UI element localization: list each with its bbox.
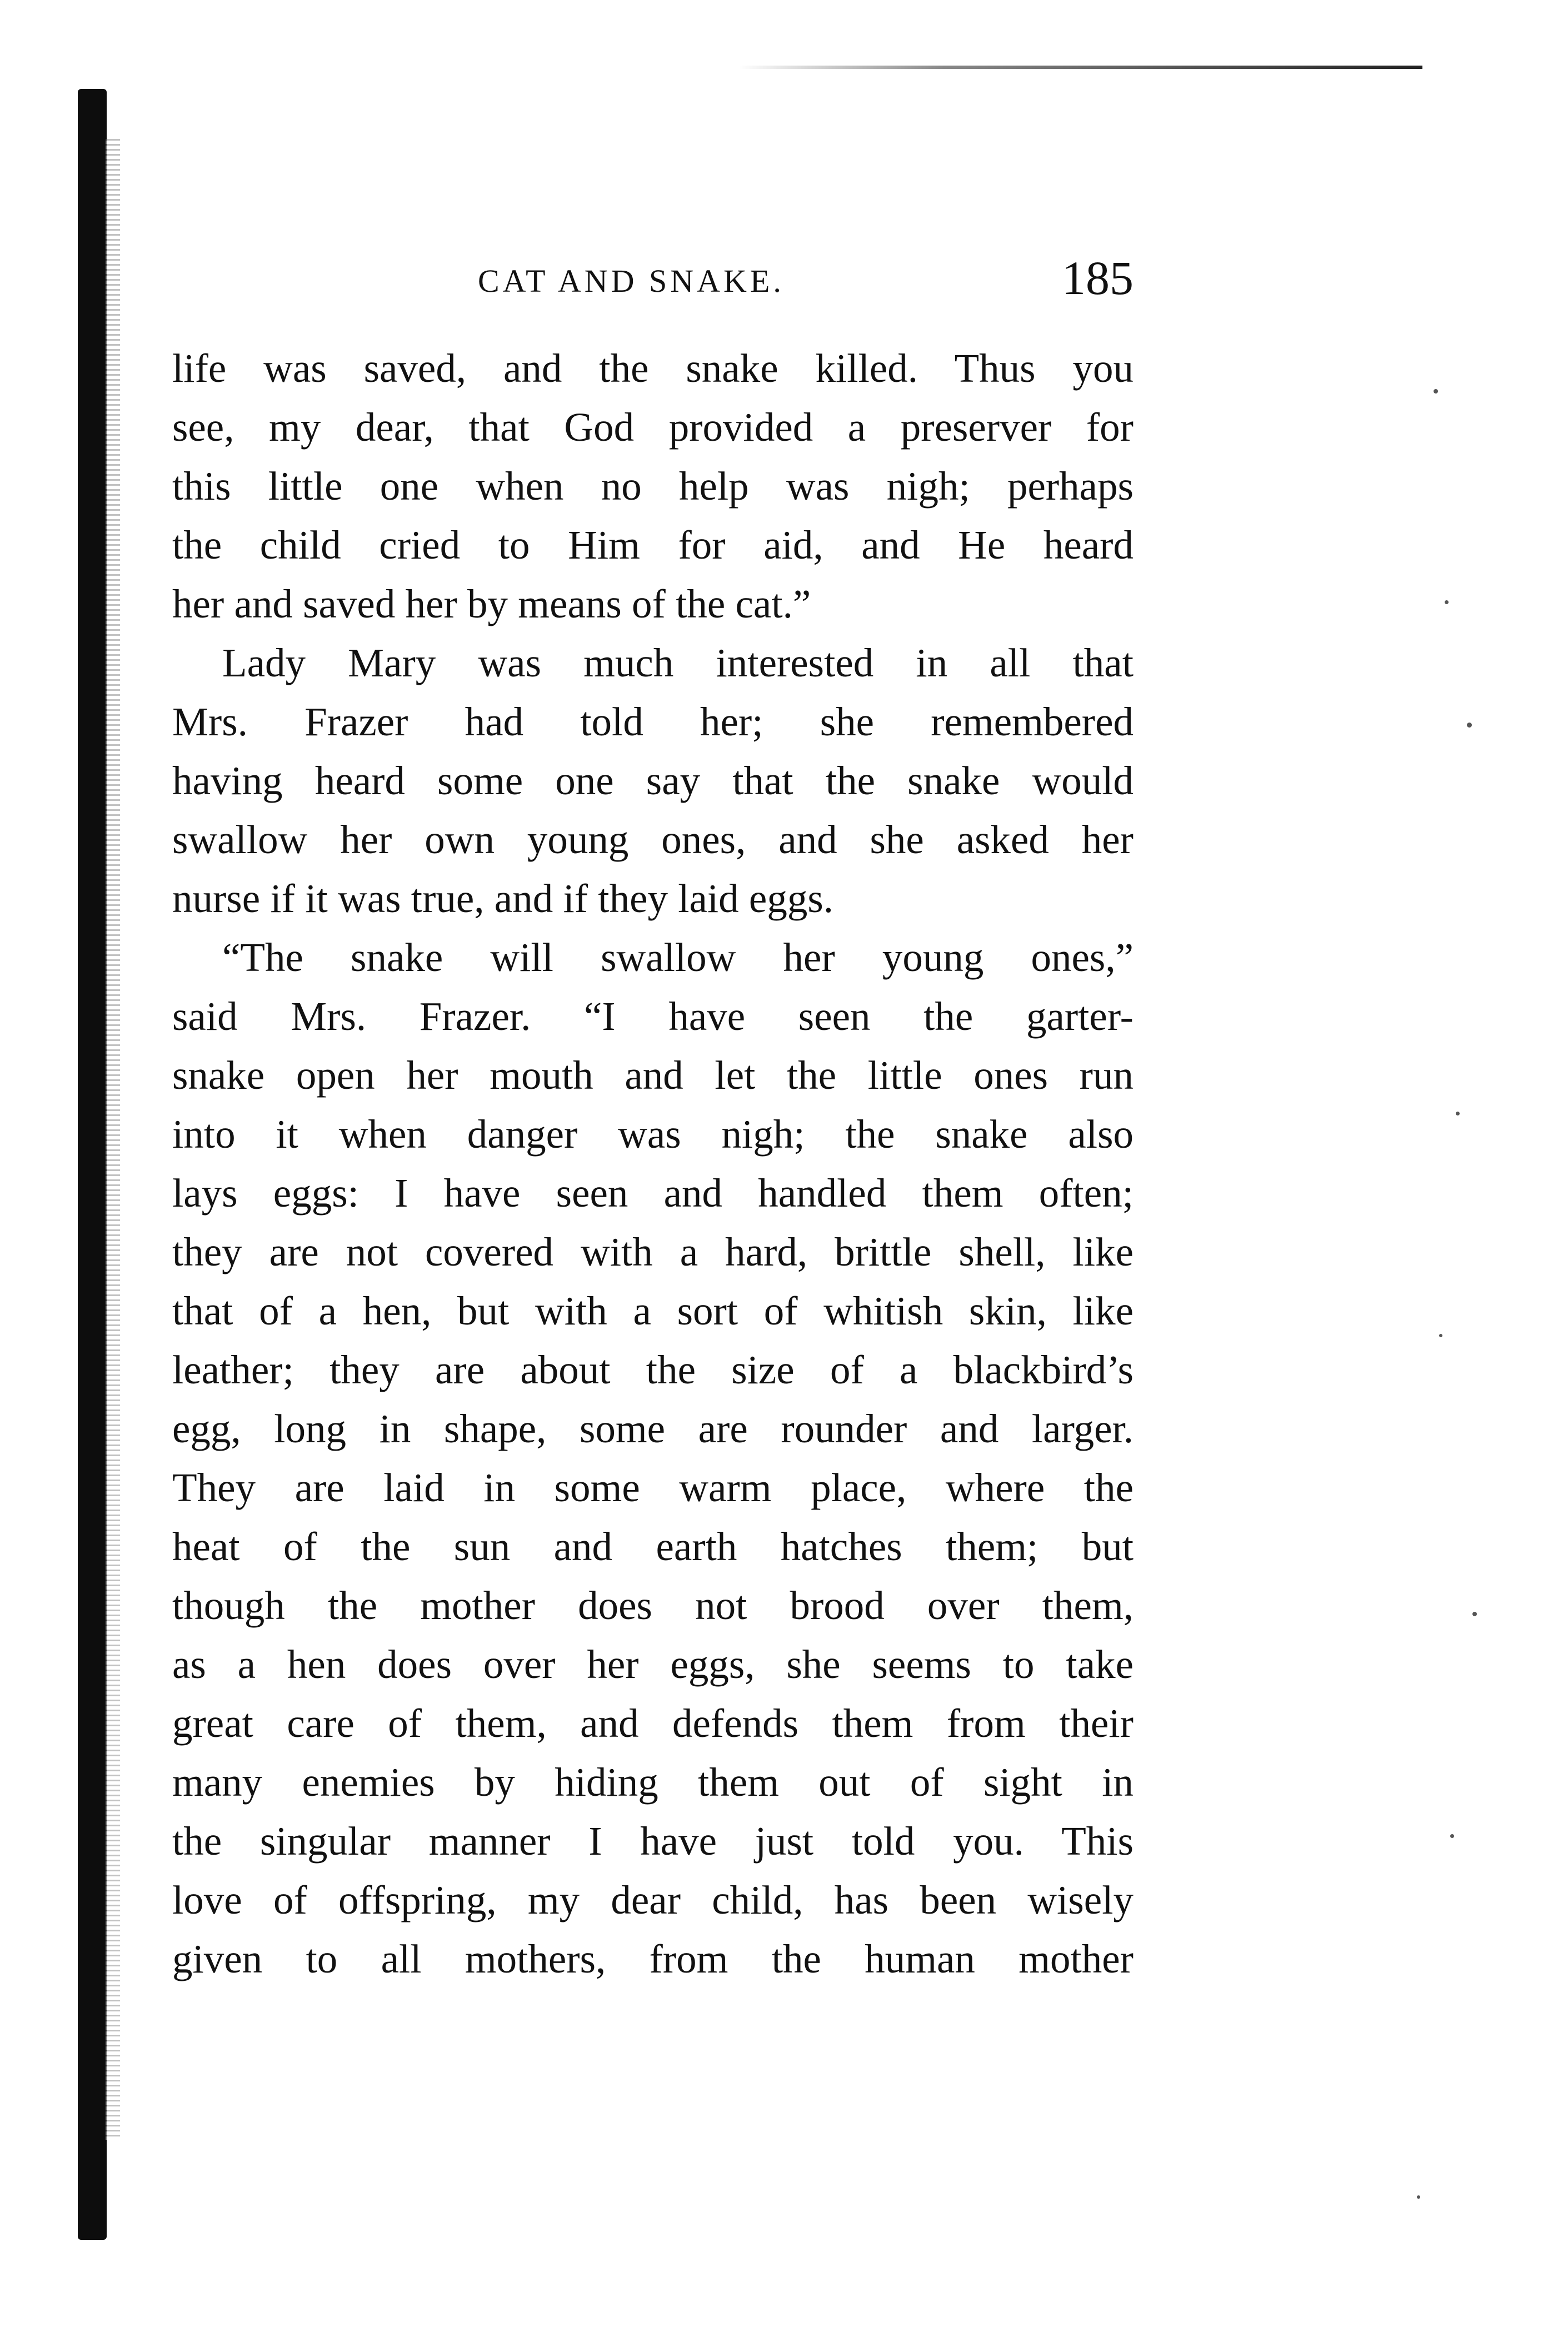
paper-speck: [1445, 600, 1449, 604]
text-line: they are not covered with a hard, brittle shell, like: [172, 1229, 1133, 1274]
page-number: 185: [1062, 251, 1133, 305]
body-text: [172, 339, 1133, 1989]
text-line: many enemies by hiding them out of sight in: [172, 1760, 1133, 1805]
paper-speck: [1417, 2195, 1420, 2199]
text-line: that of a hen, but with a sort of whitish skin, like: [172, 1288, 1133, 1333]
paper-speck: [1450, 1834, 1454, 1838]
text-line: great care of them, and defends them from their: [172, 1701, 1133, 1746]
text-line: “The snake will swallow her young ones,”: [222, 935, 1133, 980]
text-line: swallow her own young ones, and she asked her: [172, 817, 1133, 862]
text-line: They are laid in some warm place, where the: [172, 1465, 1133, 1510]
text-line: Mrs. Frazer had told her; she remembered: [172, 699, 1133, 744]
text-line: as a hen does over her eggs, she seems to take: [172, 1642, 1133, 1687]
paper-speck: [1456, 1112, 1460, 1115]
paper-speck: [1439, 1334, 1442, 1337]
gutter-edge: [106, 139, 120, 2140]
text-line: given to all mothers, from the human mother: [172, 1936, 1133, 1981]
paper-speck: [1434, 389, 1438, 394]
text-line: the child cried to Him for aid, and He heard: [172, 522, 1133, 567]
page-header: [172, 250, 1133, 317]
text-line: leather; they are about the size of a blackbird’s: [172, 1347, 1133, 1392]
text-line: having heard some one say that the snake would: [172, 758, 1133, 803]
text-line: the singular manner I have just told you. This: [172, 1819, 1133, 1864]
book-spine-shadow: [78, 89, 107, 2240]
text-line: into it when danger was nigh; the snake also: [172, 1112, 1133, 1157]
text-line: life was saved, and the snake killed. Thus you: [172, 346, 1133, 391]
text-line: Lady Mary was much interested in all that: [222, 640, 1133, 685]
running-head: CAT AND SNAKE.: [478, 263, 785, 299]
text-line: snake open her mouth and let the little ones run: [172, 1053, 1133, 1098]
text-line: love of offspring, my dear child, has been wisely: [172, 1877, 1133, 1922]
text-line: heat of the sun and earth hatches them; but: [172, 1524, 1133, 1569]
top-edge-rule: [739, 66, 1422, 69]
text-line: said Mrs. Frazer. “I have seen the garter-: [172, 994, 1133, 1039]
text-line: this little one when no help was nigh; perhaps: [172, 464, 1133, 509]
text-line: lays eggs: I have seen and handled them often;: [172, 1170, 1133, 1216]
paper-speck: [1472, 1612, 1477, 1616]
text-line: her and saved her by means of the cat.”: [172, 581, 811, 626]
text-line: though the mother does not brood over them,: [172, 1583, 1133, 1628]
text-line: egg, long in shape, some are rounder and larger.: [172, 1406, 1133, 1451]
text-line: see, my dear, that God provided a preserver for: [172, 405, 1133, 450]
paper-speck: [1467, 723, 1472, 728]
text-line: nurse if it was true, and if they laid eggs.: [172, 876, 833, 921]
